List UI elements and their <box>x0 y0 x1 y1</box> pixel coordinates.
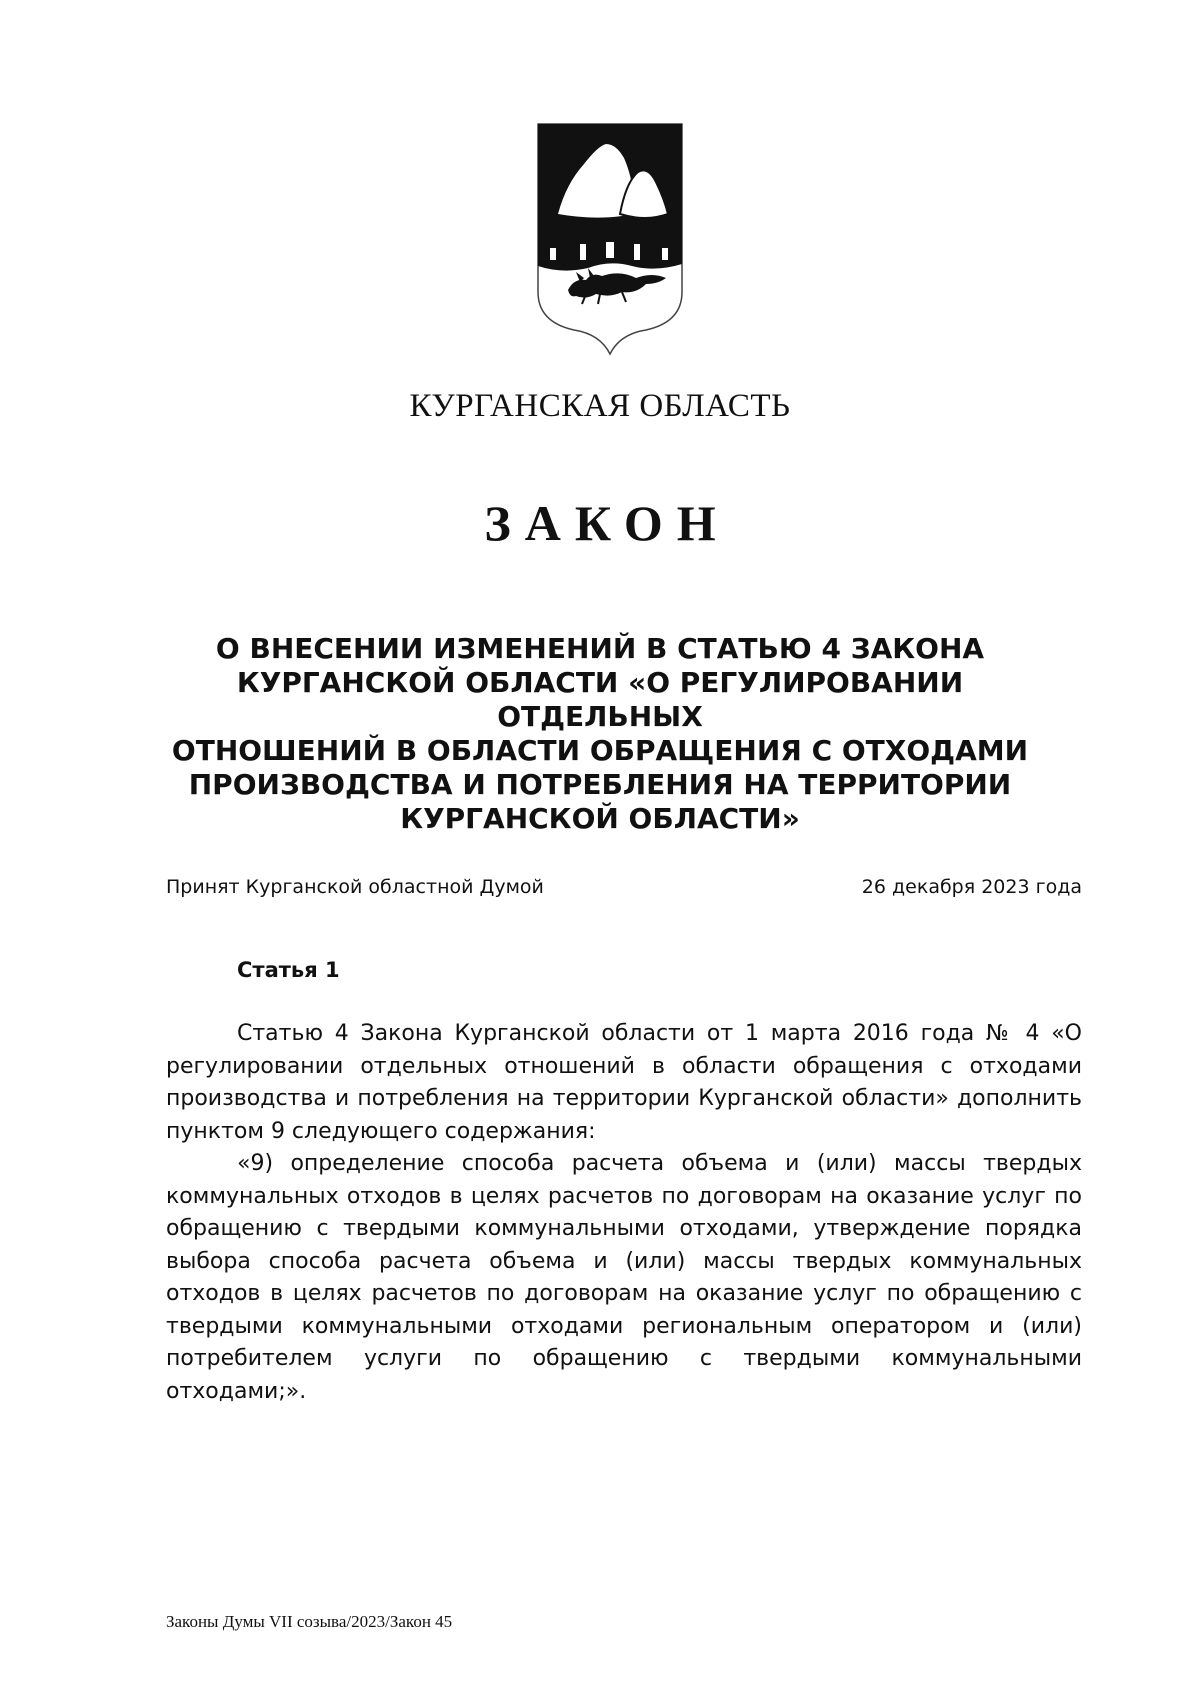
law-title-line: ПРОИЗВОДСТВА И ПОТРЕБЛЕНИЯ НА ТЕРРИТОРИИ <box>188 768 1012 801</box>
document-type: ЗАКОН <box>484 495 730 551</box>
law-title-line: КУРГАНСКОЙ ОБЛАСТИ» <box>400 802 800 835</box>
adoption-line <box>166 876 1082 898</box>
law-title-line: КУРГАНСКОЙ ОБЛАСТИ «О РЕГУЛИРОВАНИИ ОТДЕЛЬНЫХ <box>236 666 964 733</box>
article-heading: Статья 1 <box>237 958 340 982</box>
coat-of-arms-icon <box>536 122 684 358</box>
adoption-date: 26 декабря 2023 года <box>861 876 1082 898</box>
footer-reference: Законы Думы VII созыва/2023/Закон 45 <box>166 1612 453 1631</box>
law-title-line: ОТНОШЕНИЙ В ОБЛАСТИ ОБРАЩЕНИЯ С ОТХОДАМИ <box>171 734 1029 767</box>
article-paragraph: Статью 4 Закона Курганской области от 1 марта 2016 года № 4 «О регулировании отдельных отношений в области обращения с отходами производства и потребления на территории Курганской области» дополнить пунктом 9 следующего содержания: <box>166 1021 1082 1144</box>
article-paragraph: «9) определение способа расчета объема и (или) массы твердых коммунальных отходов в целях расчетов по договорам на оказание услуг по обращению с твердыми коммунальными отходами, утверждение порядка выбора способа расчета объема и (или) массы твердых коммунальных отходов в целях расчетов по договорам на оказание услуг по обращению с твердыми коммунальными отходами региональным оператором и (или) потребителем услуги по обращению с твердыми коммунальными отходами;». <box>166 1151 1082 1404</box>
adopted-by: Принят Курганской областной Думой <box>166 876 544 898</box>
law-title <box>150 632 1050 836</box>
article-body <box>166 1018 1082 1408</box>
region-title: КУРГАНСКАЯ ОБЛАСТЬ <box>409 388 791 424</box>
law-title-line: О ВНЕСЕНИИ ИЗМЕНЕНИЙ В СТАТЬЮ 4 ЗАКОНА <box>215 632 985 665</box>
